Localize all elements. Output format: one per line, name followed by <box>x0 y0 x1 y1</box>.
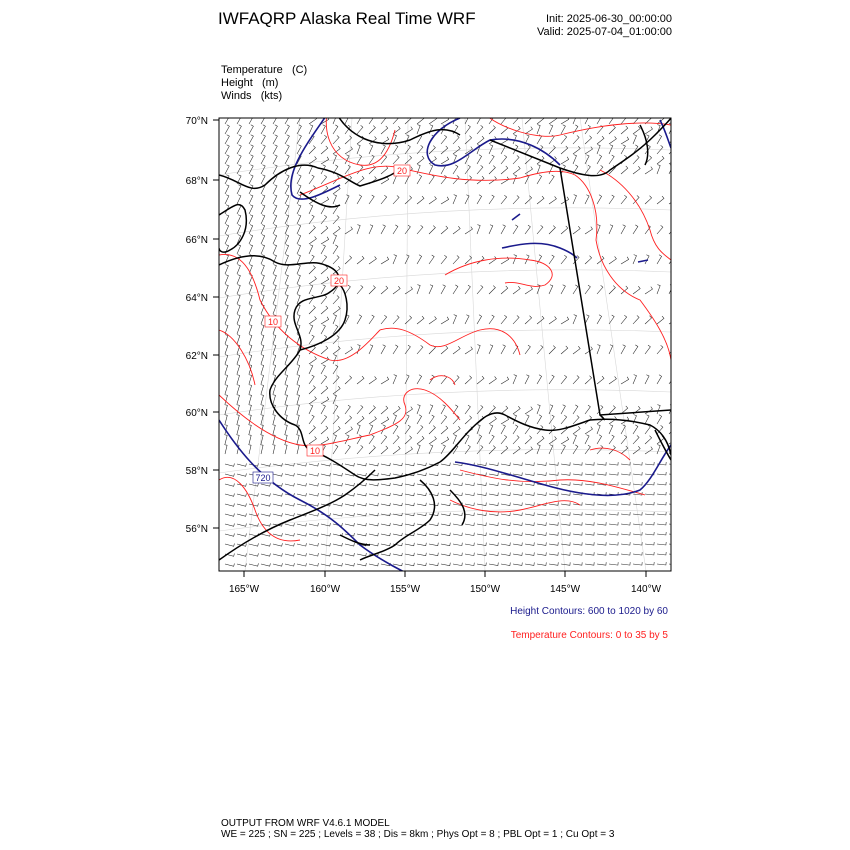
lat-label: 56°N <box>185 524 208 535</box>
field-label-temperature: Temperature (C) <box>221 64 308 76</box>
temperature-label <box>265 316 281 327</box>
lon-labels <box>229 584 662 595</box>
temperature-label <box>307 445 323 456</box>
lat-labels <box>186 116 208 535</box>
init-time: Init: 2025-06-30_00:00:00 <box>546 13 672 25</box>
temperature-label <box>331 275 347 286</box>
plot-frame <box>219 118 671 571</box>
valid-time: Valid: 2025-07-04_01:00:00 <box>537 26 672 38</box>
lon-label: 145°W <box>549 584 581 595</box>
lon-ticks <box>244 571 646 577</box>
field-label-height: Height (m) <box>221 77 279 89</box>
lat-label: 68°N <box>185 176 208 187</box>
model-info-line-1: OUTPUT FROM WRF V4.6.1 MODEL <box>221 818 390 829</box>
svg-text:10: 10 <box>267 317 279 327</box>
temperature-contour-legend: Temperature Contours: 0 to 35 by 5 <box>510 630 668 641</box>
field-label-winds: Winds (kts) <box>221 90 283 102</box>
model-info-line-2: WE = 225 ; SN = 225 ; Levels = 38 ; Dis = 8km ; Phys Opt = 8 ; PBL Opt = 1 ; Cu Opt = 3 <box>221 829 615 840</box>
contour-labels <box>253 165 410 483</box>
lon-label: 150°W <box>469 584 501 595</box>
lon-label: 155°W <box>389 584 421 595</box>
svg-text:10: 10 <box>309 446 321 456</box>
lat-label: 60°N <box>185 408 208 419</box>
lat-label: 66°N <box>185 235 208 246</box>
lat-label: 70°N <box>185 116 208 127</box>
svg-text:20: 20 <box>396 166 408 176</box>
graticule <box>219 118 671 571</box>
lon-label: 140°W <box>630 584 662 595</box>
lon-label: 165°W <box>228 584 260 595</box>
height-label <box>253 472 273 483</box>
lat-label: 64°N <box>185 293 208 304</box>
lat-label: 62°N <box>185 351 208 362</box>
lat-ticks <box>213 120 219 528</box>
map-content <box>219 100 678 580</box>
height-contour-legend: Height Contours: 600 to 1020 by 60 <box>510 606 668 617</box>
canada-border <box>560 168 671 420</box>
temperature-label <box>394 165 410 176</box>
svg-text:720: 720 <box>255 473 271 483</box>
lat-label: 58°N <box>185 466 208 477</box>
lon-label: 160°W <box>309 584 341 595</box>
map-title: IWFAQRP Alaska Real Time WRF <box>218 9 476 28</box>
svg-text:20: 20 <box>333 276 345 286</box>
